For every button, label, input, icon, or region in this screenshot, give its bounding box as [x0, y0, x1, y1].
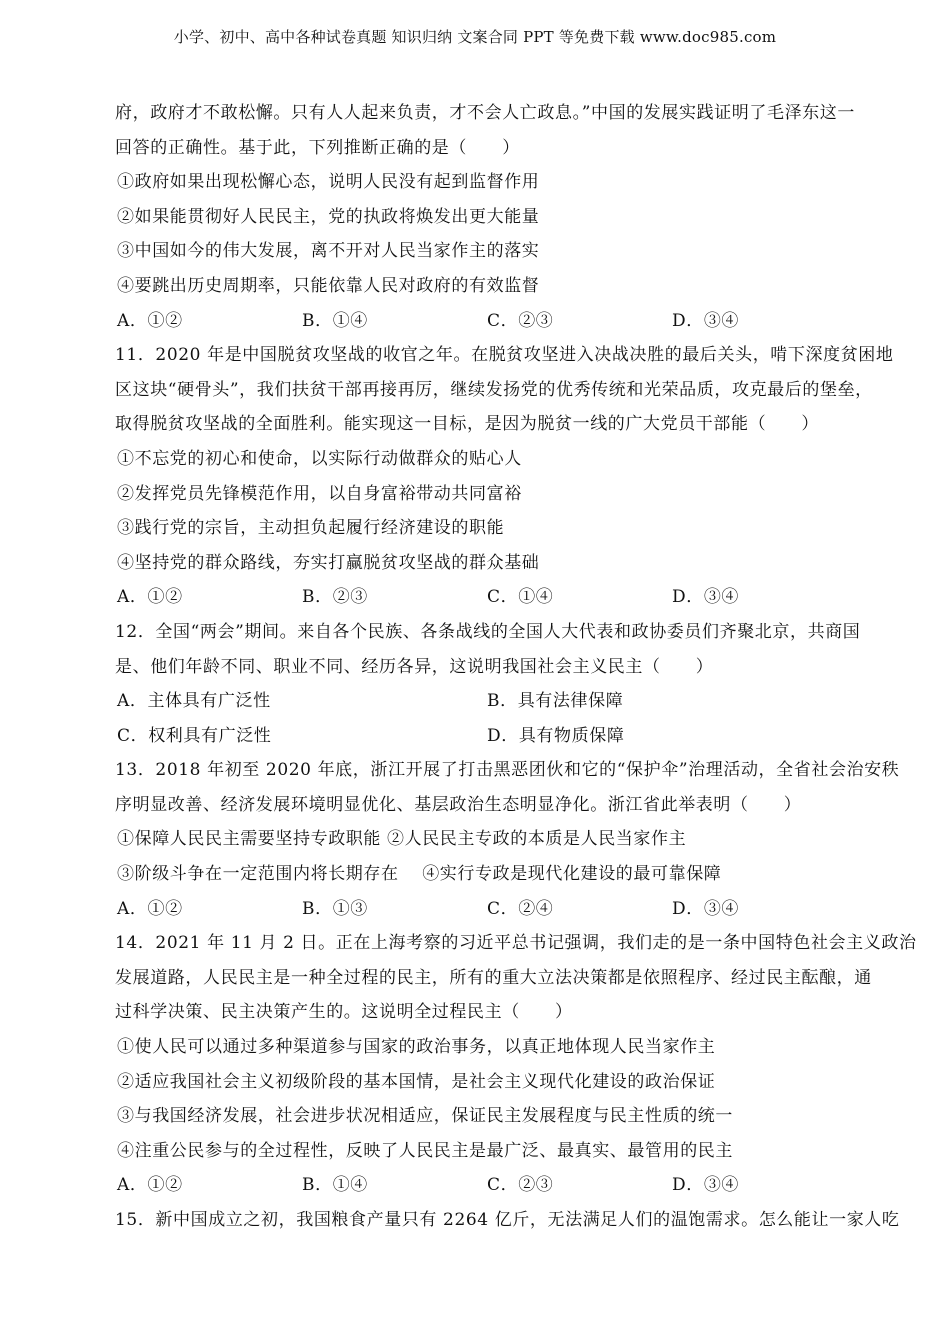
- choice-d: D．③④: [672, 587, 740, 608]
- question-14: [115, 926, 917, 1203]
- question-stem-line: 序明显改善、经济发展环境明显优化、基层政治生态明显净化。浙江省此举表明（ ）: [115, 794, 802, 815]
- statement-item: ③中国如今的伟大发展，离不开对人民当家作主的落实: [117, 241, 540, 262]
- choice-c: C．①④: [487, 587, 554, 608]
- question-stem-line: 13．2018 年初至 2020 年底，浙江开展了打击黑恶团伙和它的“保护伞”治理活动，全省社会治安秩: [115, 760, 900, 781]
- choice-d: D．具有物质保障: [487, 725, 625, 746]
- statement-item: ③与我国经济发展，社会进步状况相适应，保证民主发展程度与民主性质的统一: [117, 1106, 733, 1127]
- statement-item: ②如果能贯彻好人民民主，党的执政将焕发出更大能量: [117, 206, 540, 227]
- question-stem-line: 府，政府才不敢松懈。只有人人起来负责，才不会人亡政息。”中国的发展实践证明了毛泽东这一: [115, 103, 855, 123]
- choice-b: B．①④: [302, 1175, 368, 1196]
- answer-choices: [115, 580, 855, 615]
- question-stem-line: 取得脱贫攻坚战的全面胜利。能实现这一目标，是因为脱贫一线的广大党员干部能（ ）: [115, 414, 819, 435]
- question-stem-line: 11．2020 年是中国脱贫攻坚战的收官之年。在脱贫攻坚进入决战决胜的最后关头，啃下深度贫困地: [115, 345, 894, 366]
- choice-b: B．①③: [302, 898, 368, 919]
- question-stem-line: 回答的正确性。基于此，下列推断正确的是（ ）: [115, 137, 520, 158]
- question-10: [115, 96, 855, 338]
- question-stem-line: 是、他们年龄不同、职业不同、经历各异，这说明我国社会主义民主（ ）: [115, 656, 714, 677]
- choice-a: A．①②: [117, 1175, 183, 1196]
- statement-item: ①使人民可以通过多种渠道参与国家的政治事务，以真正地体现人民当家作主: [117, 1037, 716, 1058]
- statement-item: ④坚持党的群众路线，夯实打赢脱贫攻坚战的群众基础: [117, 552, 540, 573]
- answer-choices: [115, 684, 855, 719]
- choice-a: A．①②: [117, 898, 183, 919]
- statement-item: ②适应我国社会主义初级阶段的基本国情，是社会主义现代化建设的政治保证: [117, 1071, 716, 1092]
- choice-d: D．③④: [672, 898, 740, 919]
- choice-a: A．①②: [117, 310, 183, 331]
- statement-item: ②发挥党员先锋模范作用，以自身富裕带动共同富裕: [117, 483, 522, 504]
- statement-item: ④注重公民参与的全过程性，反映了人民民主是最广泛、最真实、最管用的民主: [117, 1140, 733, 1161]
- statement-item: ③践行党的宗旨，主动担负起履行经济建设的职能: [117, 518, 505, 539]
- statement-item: ①保障人民民主需要坚持专政职能 ②人民民主专政的本质是人民当家作主: [117, 829, 687, 850]
- question-stem-line: 14．2021 年 11 月 2 日。正在上海考察的习近平总书记强调，我们走的是一条中国特色社会主义政治: [115, 933, 917, 954]
- choice-b: B．②③: [302, 587, 368, 608]
- statement-item: ①不忘党的初心和使命，以实际行动做群众的贴心人: [117, 448, 522, 469]
- choice-b: B．①④: [302, 310, 368, 331]
- question-stem-line: 过科学决策、民主决策产生的。这说明全过程民主（ ）: [115, 1002, 573, 1023]
- question-15: [115, 1203, 900, 1238]
- statement-item: ①政府如果出现松懈心态，说明人民没有起到监督作用: [117, 172, 540, 193]
- question-stem-line: 15．新中国成立之初，我国粮食产量只有 2264 亿斤，无法满足人们的温饱需求。怎么能让一家人吃: [115, 1210, 900, 1230]
- answer-choices: [115, 304, 855, 339]
- choice-c: C．②③: [487, 1175, 554, 1196]
- choice-d: D．③④: [672, 1175, 740, 1196]
- choice-a: A．①②: [117, 587, 183, 608]
- choice-a: A．主体具有广泛性: [117, 691, 271, 712]
- statement-item: ③阶级斗争在一定范围内将长期存在 ④实行专政是现代化建设的最可靠保障: [117, 864, 722, 885]
- question-stem-line: 12．全国“两会”期间。来自各个民族、各条战线的全国人大代表和政协委员们齐聚北京，共商国: [115, 621, 861, 642]
- answer-choices: [115, 1168, 855, 1203]
- question-11: [115, 338, 894, 615]
- question-13: [115, 753, 900, 926]
- choice-c: C．②④: [487, 898, 554, 919]
- exam-content: [115, 96, 917, 1238]
- statement-item: ④要跳出历史周期率，只能依靠人民对政府的有效监督: [117, 275, 540, 296]
- page-header: 小学、初中、高中各种试卷真题 知识归纳 文案合同 PPT 等免费下载 www.doc985.com: [173, 28, 777, 46]
- question-stem-line: 区这块“硬骨头”，我们扶贫干部再接再厉，继续发扬党的优秀传统和光荣品质，攻克最后的堡垒，: [115, 379, 873, 400]
- choice-b: B．具有法律保障: [487, 691, 624, 712]
- choice-c: C．权利具有广泛性: [117, 725, 272, 746]
- choice-d: D．③④: [672, 310, 740, 331]
- answer-choices: [115, 719, 855, 754]
- question-stem-line: 发展道路，人民民主是一种全过程的民主，所有的重大立法决策都是依照程序、经过民主酝酿，通: [115, 967, 872, 988]
- question-12: [115, 615, 861, 753]
- answer-choices: [115, 892, 855, 927]
- choice-c: C．②③: [487, 310, 554, 331]
